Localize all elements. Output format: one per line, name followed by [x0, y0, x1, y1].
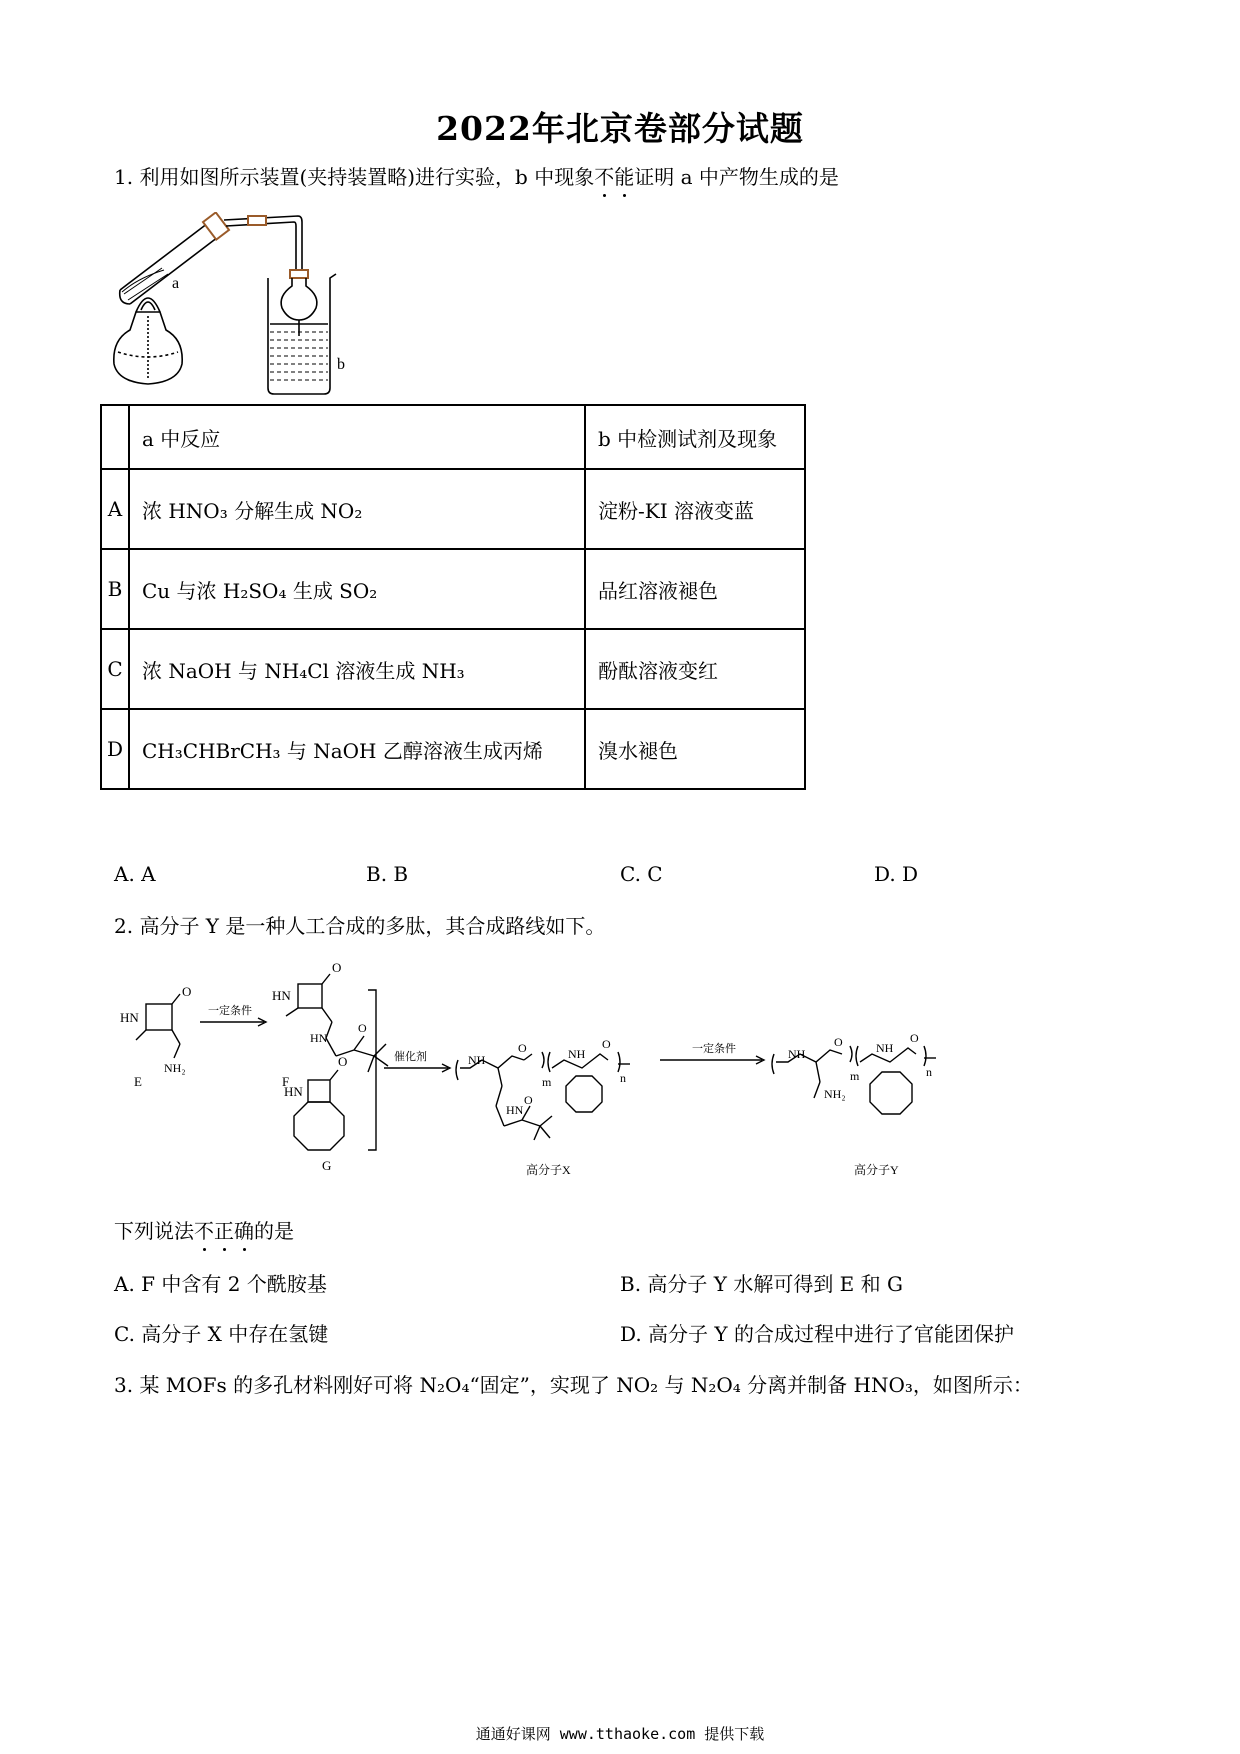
arrow-3-condition: 一定条件: [692, 1043, 736, 1055]
emphasis-dot: [243, 1248, 246, 1251]
row-label: C: [101, 629, 129, 709]
label-nh2-e: NH₂: [164, 1061, 186, 1075]
polymer-y-label: 高分子Y: [854, 1163, 899, 1177]
substem-pre: 下列说法: [114, 1219, 194, 1243]
synthesis-scheme: [112, 960, 992, 1190]
emphasis-dot: [223, 1248, 226, 1251]
option-d: D. D: [874, 862, 919, 886]
label-m-x: m: [542, 1075, 552, 1089]
question-3-stem: 3. 某 MOFs 的多孔材料刚好可将 N₂O₄“固定”，实现了 NO₂ 与 N₂O₄ 分离并制备 HNO₃，如图所示：: [114, 1373, 1033, 1397]
label-nh-x1: NH: [468, 1053, 486, 1067]
table-row: [101, 709, 805, 789]
table-header-cell: b 中检测试剂及现象: [585, 405, 805, 469]
table-row: [101, 629, 805, 709]
emphasis-dot: [603, 194, 606, 197]
label-hn-f2: HN: [310, 1031, 328, 1045]
row-label: A: [101, 469, 129, 549]
reaction-cell: Cu 与浓 H₂SO₄ 生成 SO₂: [129, 549, 585, 629]
detection-cell: 酚酞溶液变红: [585, 629, 805, 709]
label-o-x1: O: [518, 1041, 527, 1055]
table-header-cell: a 中反应: [129, 405, 585, 469]
label-hn-x3: HN: [506, 1103, 524, 1117]
test-tube: [120, 220, 222, 304]
label-o-f2: O: [358, 1021, 367, 1035]
label-o-e: O: [182, 984, 192, 999]
q2-option-b: B. 高分子 Y 水解可得到 E 和 G: [620, 1272, 903, 1296]
substem-post: 的是: [254, 1219, 294, 1243]
label-a: a: [172, 275, 180, 292]
apparatus-diagram: [108, 212, 408, 398]
reaction-cell: 浓 NaOH 与 NH₄Cl 溶液生成 NH₃: [129, 629, 585, 709]
q2-option-d: D. 高分子 Y 的合成过程中进行了官能团保护: [620, 1322, 1014, 1346]
molecule-f: [286, 974, 388, 1072]
emphasis-char: 不: [194, 1218, 214, 1244]
emphasis-char: 能: [614, 164, 634, 190]
q2-option-a: A. F 中含有 2 个酰胺基: [114, 1272, 327, 1296]
label-f: F: [282, 1074, 290, 1089]
reaction-cell: 浓 HNO₃ 分解生成 NO₂: [129, 469, 585, 549]
label-o-y2: O: [910, 1031, 919, 1045]
label-nh-x2: NH: [568, 1047, 586, 1061]
label-o-f: O: [332, 960, 342, 975]
question-2-stem: 2. 高分子 Y 是一种人工合成的多肽，其合成路线如下。: [114, 914, 606, 938]
arrow-1-condition: 一定条件: [208, 1005, 252, 1017]
table-row: [101, 549, 805, 629]
label-o-g: O: [338, 1054, 348, 1069]
emphasis-dot: [623, 194, 626, 197]
arrow-2-condition: 催化剂: [394, 1051, 427, 1063]
row-label: D: [101, 709, 129, 789]
polymer-x-label: 高分子X: [526, 1163, 571, 1177]
emphasis-char: 不: [594, 164, 614, 190]
label-nh-y1: NH: [788, 1047, 806, 1061]
label-hn-g: HN: [284, 1084, 303, 1099]
label-o-x2: O: [602, 1037, 611, 1051]
option-b: B. B: [366, 862, 409, 886]
label-nh2-y: NH₂: [824, 1087, 846, 1101]
question-1-stem: [114, 164, 839, 190]
label-n-y: n: [926, 1065, 932, 1079]
question-1-stem-post: 证明 a 中产物生成的是: [634, 165, 839, 189]
label-g: G: [322, 1158, 332, 1173]
table-row: [101, 469, 805, 549]
row-label: B: [101, 549, 129, 629]
page-title: 2022年北京卷部分试题: [436, 109, 804, 148]
footer: 通通好课网 www.tthaoke.com 提供下载: [475, 1725, 765, 1743]
label-n-x: n: [620, 1071, 626, 1085]
emphasis-char: 正: [214, 1218, 234, 1244]
detection-cell: 品红溶液褪色: [585, 549, 805, 629]
question-1-stem-pre: 1. 利用如图所示装置(夹持装置略)进行实验，b 中现象: [114, 165, 595, 189]
table-header-row: [101, 405, 805, 469]
reaction-cell: CH₃CHBrCH₃ 与 NaOH 乙醇溶液生成丙烯: [129, 709, 585, 789]
label-m-y: m: [850, 1069, 860, 1083]
molecule-g: [294, 1070, 344, 1150]
label-e: E: [134, 1074, 142, 1089]
emphasis-char: 确: [234, 1218, 254, 1244]
label-hn-f: HN: [272, 988, 291, 1003]
label-b: b: [337, 356, 345, 373]
detection-cell: 淀粉-KI 溶液变蓝: [585, 469, 805, 549]
option-a: A. A: [114, 862, 156, 886]
label-o-y1: O: [834, 1035, 843, 1049]
q2-option-c: C. 高分子 X 中存在氢键: [114, 1322, 329, 1346]
delivery-tube: [224, 216, 302, 270]
alcohol-lamp: [114, 298, 182, 384]
question-2-substem: [114, 1218, 294, 1244]
option-c: C. C: [620, 862, 663, 886]
molecule-e: [136, 994, 180, 1058]
emphasis-dot: [203, 1248, 206, 1251]
stopper: [203, 212, 229, 239]
detection-cell: 溴水褪色: [585, 709, 805, 789]
label-nh-y2: NH: [876, 1041, 894, 1055]
question-1-table: [100, 404, 806, 790]
table-header-cell: [101, 405, 129, 469]
beaker: [268, 270, 336, 394]
label-o-x3: O: [524, 1093, 533, 1107]
label-hn-e: HN: [120, 1010, 139, 1025]
